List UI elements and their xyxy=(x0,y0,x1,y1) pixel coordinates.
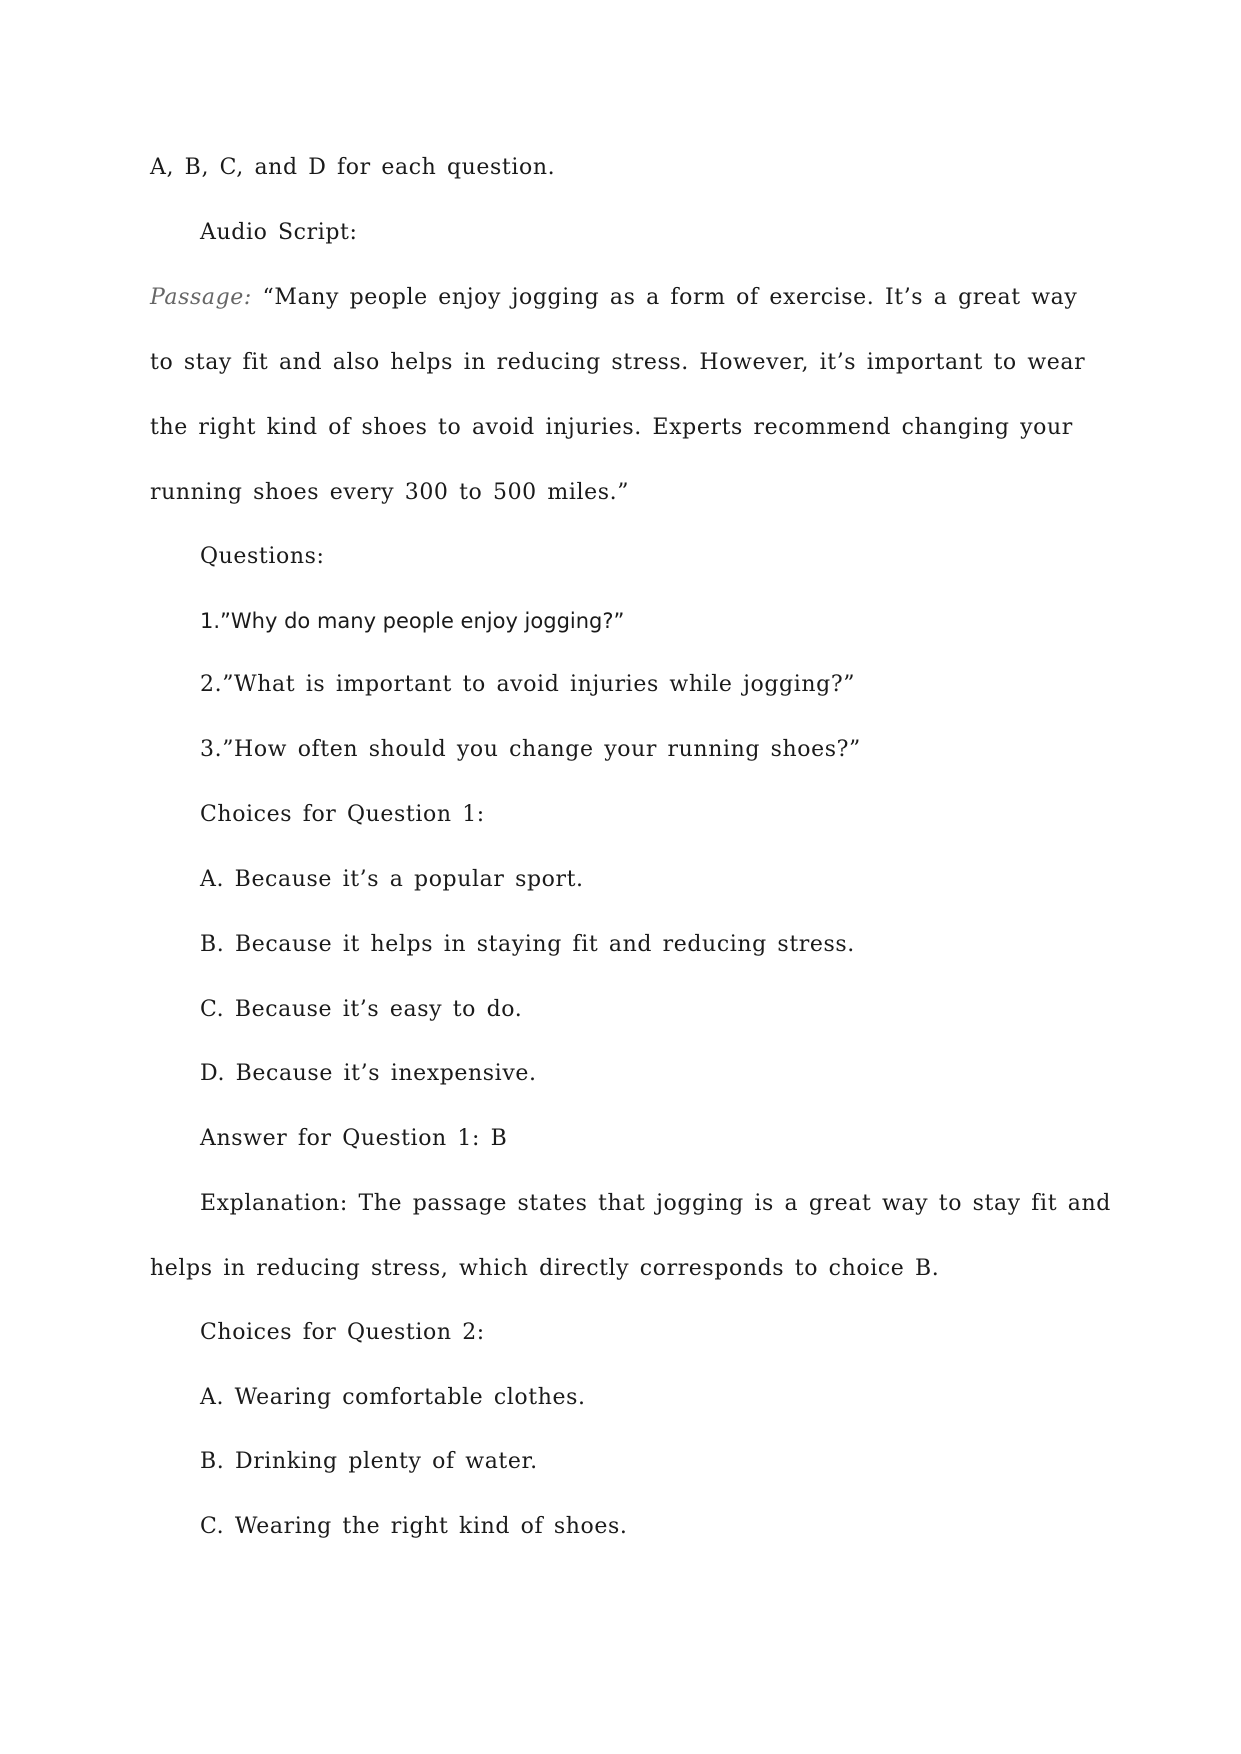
q1-choice-b: B. Because it helps in staying fit and reducing stress. xyxy=(200,932,855,957)
question-3: 3.”How often should you change your running shoes?” xyxy=(200,737,861,762)
intro-line: A, B, C, and D for each question. xyxy=(150,155,556,180)
q2-choice-a: A. Wearing comfortable clothes. xyxy=(200,1385,586,1410)
question-2: 2.”What is important to avoid injuries while jogging?” xyxy=(200,672,856,697)
choices-q1-heading: Choices for Question 1: xyxy=(200,802,485,827)
passage-text-1: “Many people enjoy jogging as a form of exercise. It’s a great way xyxy=(262,285,1078,310)
q1-choice-a: A. Because it’s a popular sport. xyxy=(200,867,584,892)
passage-line-3: the right kind of shoes to avoid injuries. Experts recommend changing your xyxy=(150,415,1073,440)
q2-choice-b: B. Drinking plenty of water. xyxy=(200,1449,538,1474)
passage-line-4: running shoes every 300 to 500 miles.” xyxy=(150,480,630,505)
passage-line-2: to stay fit and also helps in reducing stress. However, it’s important to wear xyxy=(150,350,1086,375)
explanation-line-1: Explanation: The passage states that jogging is a great way to stay fit and xyxy=(200,1191,1111,1216)
q2-choice-c: C. Wearing the right kind of shoes. xyxy=(200,1514,628,1539)
question-1: 1.”Why do many people enjoy jogging?” xyxy=(200,609,625,633)
answer-q1: Answer for Question 1: B xyxy=(200,1126,508,1151)
questions-heading: Questions: xyxy=(200,544,325,569)
passage-line-1 xyxy=(150,283,1077,313)
q1-choice-c: C. Because it’s easy to do. xyxy=(200,997,523,1022)
q1-choice-d: D. Because it’s inexpensive. xyxy=(200,1061,537,1086)
choices-q2-heading: Choices for Question 2: xyxy=(200,1320,485,1345)
passage-label: Passage: xyxy=(150,285,252,310)
explanation-line-2: helps in reducing stress, which directly corresponds to choice B. xyxy=(150,1256,940,1281)
audio-script-heading: Audio Script: xyxy=(200,220,358,245)
